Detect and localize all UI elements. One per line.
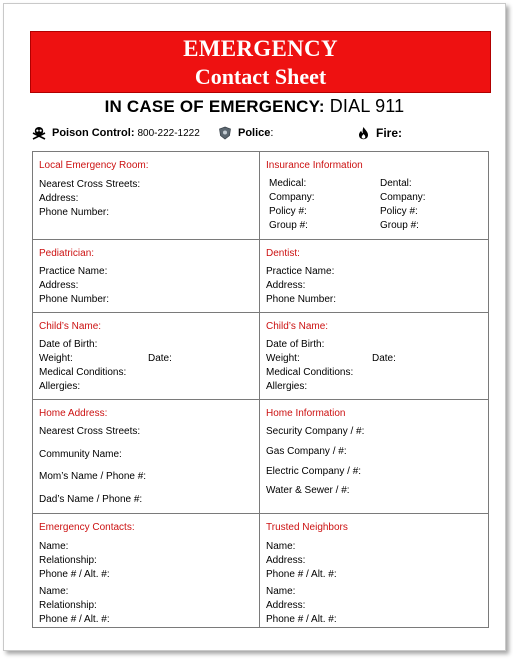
field-gas-company[interactable]: Gas Company / #:: [266, 446, 347, 457]
section-child-2: [260, 313, 488, 399]
contact-grid: [32, 151, 489, 628]
field-electric-company[interactable]: Electric Company / #:: [266, 466, 362, 477]
field-dentist-phone[interactable]: Phone Number:: [266, 294, 337, 305]
field-medical-policy[interactable]: Policy #:: [269, 206, 307, 217]
police-colon: :: [270, 127, 274, 139]
section-title-child-2: Child’s Name:: [266, 321, 329, 332]
field-medical[interactable]: Medical:: [269, 178, 307, 189]
field-dental[interactable]: Dental:: [380, 178, 412, 189]
field-neighbor2-name[interactable]: Name:: [266, 586, 296, 597]
section-emergency-contacts: [33, 514, 260, 627]
section-child-1: [33, 313, 260, 399]
field-child1-weight[interactable]: Weight:: [39, 353, 73, 364]
title-banner: [30, 31, 491, 93]
field-medical-group[interactable]: Group #:: [269, 220, 308, 231]
field-dental-policy[interactable]: Policy #:: [380, 206, 418, 217]
poison-control-colon: :: [130, 127, 135, 139]
police-badge-icon: [218, 126, 232, 140]
police: [218, 124, 273, 142]
section-dentist: [260, 240, 488, 312]
field-child2-allergies[interactable]: Allergies:: [266, 381, 308, 392]
poison-control-number: 800-222-1222: [137, 127, 200, 139]
poison-control: [32, 124, 200, 142]
banner-title-line1: EMERGENCY: [183, 36, 338, 61]
field-neighbor2-phone[interactable]: Phone # / Alt. #:: [266, 614, 337, 625]
field-er-phone[interactable]: Phone Number:: [39, 207, 110, 218]
section-title-local-er: Local Emergency Room:: [39, 160, 149, 171]
field-contact2-relationship[interactable]: Relationship:: [39, 600, 97, 611]
field-er-address[interactable]: Address:: [39, 193, 79, 204]
field-er-cross-streets[interactable]: Nearest Cross Streets:: [39, 179, 141, 190]
field-child1-conditions[interactable]: Medical Conditions:: [39, 367, 127, 378]
field-home-mom[interactable]: Mom’s Name / Phone #:: [39, 471, 147, 482]
grid-row-contacts: [33, 513, 488, 627]
section-local-er: [33, 152, 260, 239]
grid-row-home: [33, 399, 488, 513]
field-child2-conditions[interactable]: Medical Conditions:: [266, 367, 354, 378]
field-contact1-phone[interactable]: Phone # / Alt. #:: [39, 569, 110, 580]
field-home-cross-streets[interactable]: Nearest Cross Streets:: [39, 426, 141, 437]
field-child2-date[interactable]: Date:: [372, 353, 396, 364]
section-pediatrician: [33, 240, 260, 312]
phone-bar: [32, 124, 492, 142]
field-home-dad[interactable]: Dad’s Name / Phone #:: [39, 494, 143, 505]
section-trusted-neighbors: [260, 514, 488, 627]
field-contact2-name[interactable]: Name:: [39, 586, 69, 597]
section-title-insurance: Insurance Information: [266, 160, 363, 171]
grid-row-pediatrician-dentist: [33, 239, 488, 312]
section-insurance: [260, 152, 488, 239]
field-neighbor1-phone[interactable]: Phone # / Alt. #:: [266, 569, 337, 580]
section-title-trusted-neighbors: Trusted Neighbors: [266, 522, 348, 533]
headline-prefix: IN CASE OF EMERGENCY:: [104, 97, 325, 116]
field-contact1-name[interactable]: Name:: [39, 541, 69, 552]
field-water-sewer[interactable]: Water & Sewer / #:: [266, 485, 350, 496]
field-security-company[interactable]: Security Company / #:: [266, 426, 365, 437]
field-ped-address[interactable]: Address:: [39, 280, 79, 291]
field-contact1-relationship[interactable]: Relationship:: [39, 555, 97, 566]
section-home-address: [33, 400, 260, 513]
grid-row-er-insurance: [33, 152, 488, 239]
section-title-child-1: Child’s Name:: [39, 321, 102, 332]
field-dentist-address[interactable]: Address:: [266, 280, 306, 291]
police-label: Police: [238, 127, 271, 139]
field-neighbor1-name[interactable]: Name:: [266, 541, 296, 552]
headline-dial: DIAL 911: [329, 96, 405, 116]
field-child2-dob[interactable]: Date of Birth:: [266, 339, 325, 350]
section-title-home-info: Home Information: [266, 408, 346, 419]
grid-row-children: [33, 312, 488, 399]
field-dentist-practice[interactable]: Practice Name:: [266, 266, 335, 277]
contact-sheet-page: [3, 3, 506, 651]
banner-title-line2: Contact Sheet: [194, 64, 327, 89]
section-title-dentist: Dentist:: [266, 248, 300, 259]
emergency-headline: [4, 96, 505, 117]
field-ped-practice[interactable]: Practice Name:: [39, 266, 108, 277]
field-neighbor1-address[interactable]: Address:: [266, 555, 306, 566]
field-child1-dob[interactable]: Date of Birth:: [39, 339, 98, 350]
field-medical-company[interactable]: Company:: [269, 192, 315, 203]
field-dental-group[interactable]: Group #:: [380, 220, 419, 231]
section-title-home-address: Home Address:: [39, 408, 108, 419]
field-home-community[interactable]: Community Name:: [39, 449, 122, 460]
field-dental-company[interactable]: Company:: [380, 192, 426, 203]
skull-crossbones-icon: [32, 126, 46, 140]
field-ped-phone[interactable]: Phone Number:: [39, 294, 110, 305]
flame-icon: [357, 126, 370, 140]
fire-label: Fire:: [376, 126, 403, 140]
poison-control-label: Poison Control: [52, 127, 131, 139]
field-child2-weight[interactable]: Weight:: [266, 353, 300, 364]
section-title-emergency-contacts: Emergency Contacts:: [39, 522, 135, 533]
section-home-info: [260, 400, 488, 513]
field-neighbor2-address[interactable]: Address:: [266, 600, 306, 611]
section-title-pediatrician: Pediatrician:: [39, 248, 95, 259]
fire: [357, 124, 402, 142]
field-child1-allergies[interactable]: Allergies:: [39, 381, 81, 392]
field-child1-date[interactable]: Date:: [148, 353, 172, 364]
field-contact2-phone[interactable]: Phone # / Alt. #:: [39, 614, 110, 625]
